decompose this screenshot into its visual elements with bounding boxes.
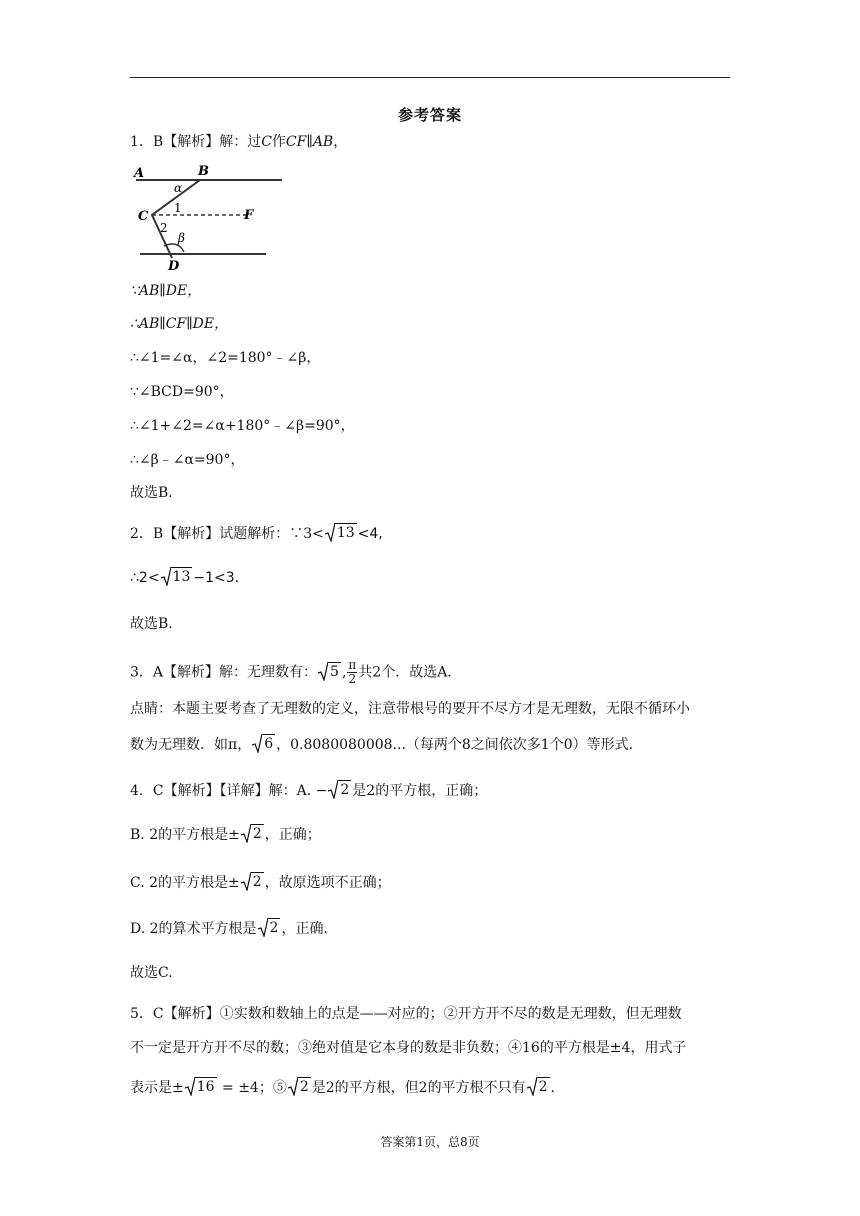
- fraction-pi-over-2: $\frac{\pi}{2}$: [348, 658, 357, 686]
- label-c: C: [138, 209, 149, 224]
- q2-heading: [130, 522, 383, 545]
- q5-line-1: 5．C【解析】①实数和数轴上的点是——对应的；②开方开不尽的数是无理数，但无理数: [130, 1006, 682, 1022]
- q1-head-text: 1．B【解析】解：过: [130, 134, 262, 150]
- q1-step-5: ∴∠1+∠2=∠α+180°﹣∠β=90°，: [130, 418, 355, 434]
- sqrt-2-e: 2: [288, 1076, 311, 1096]
- q1-heading: [130, 131, 347, 153]
- label-angle-2: 2: [160, 221, 168, 235]
- q1-step-2: ∴AB∥CF∥DE，: [130, 316, 229, 332]
- sqrt-13-b: 13: [161, 566, 193, 586]
- q3-tail: 共2个．故选A．: [358, 664, 462, 681]
- q4-option-d: [130, 917, 337, 940]
- q4-c-tail: ，故原选项不正确；: [264, 875, 391, 891]
- q4-tail-a: 是2的平方根，正确；: [352, 783, 488, 799]
- label-b: B: [198, 164, 209, 179]
- q1-step-1: ∵AB∥DE，: [130, 283, 202, 299]
- q1-step-6: ∴∠β﹣∠α=90°，: [130, 452, 245, 468]
- q5-l3-mid: ；⑤: [258, 1080, 287, 1096]
- sqrt-6: 6: [252, 733, 275, 753]
- q1-relation: CF∥AB: [285, 134, 334, 150]
- q3-heading: 3．A【解析】解：无理数有： 5 , $\frac{\pi}{2}$ 共2个．故选A．: [130, 658, 462, 686]
- header-rule: [130, 77, 730, 78]
- q5-l3-eq: = ±4: [217, 1080, 259, 1096]
- sqrt-5: 5: [318, 661, 341, 681]
- q3-note2-pre: 数为无理数．如π，: [130, 737, 252, 753]
- label-beta: β: [178, 231, 185, 245]
- sqrt-2-a: 2: [328, 779, 351, 799]
- label-a: A: [134, 166, 145, 181]
- q3-note2-tail: ，0.8080080008...（每两个8之间依次多1个0）等形式．: [276, 737, 643, 753]
- q4-conclusion: 故选C.: [130, 965, 173, 981]
- q3-note-2: [130, 733, 643, 756]
- label-f: F: [244, 208, 254, 223]
- sqrt-2-c: 2: [241, 871, 264, 891]
- label-d: D: [168, 259, 180, 272]
- q4-head-text: 4．C【解析】【详解】解：A. −: [130, 783, 328, 799]
- q5-l3-mid2: 是2的平方根，但2的平方根不只有: [311, 1080, 526, 1096]
- q4-d-tail: ，正确．: [281, 921, 338, 937]
- q2-line-2: [130, 566, 239, 589]
- q4-option-c: [130, 871, 391, 894]
- sqrt-2-f: 2: [527, 1076, 550, 1096]
- q1-point-c: C: [261, 134, 272, 150]
- q1-step-4: ∵∠BCD=90°，: [130, 384, 234, 400]
- sqrt-13: 13: [325, 522, 357, 542]
- q5-line-3: [130, 1076, 555, 1099]
- q4-c-pre: C. 2的平方根是±: [130, 875, 240, 891]
- q1-conclusion: 故选B．: [130, 485, 183, 501]
- parallel-lines-figure: [130, 162, 290, 272]
- sqrt-2-b: 2: [241, 823, 264, 843]
- q2-conclusion: 故选B.: [130, 616, 173, 632]
- sqrt-16: 16: [185, 1076, 217, 1096]
- q1-tail: ，: [333, 134, 348, 150]
- q2-tail: <4,: [357, 526, 383, 542]
- q4-d-pre: D. 2的算术平方根是: [130, 921, 257, 937]
- q2-l2-pre: ∴2<: [130, 570, 160, 586]
- q5-line-2: 不一定是开方开不尽的数；③绝对值是它本身的数是非负数；④16的平方根是±4，用式子: [130, 1040, 687, 1056]
- page-footer: 答案第1页，总8页: [380, 1135, 480, 1149]
- label-angle-1: 1: [174, 201, 182, 215]
- q5-l3-end: .: [550, 1080, 555, 1096]
- q5-l3-pre: 表示是±: [130, 1080, 184, 1096]
- sqrt-2-d: 2: [258, 917, 281, 937]
- q4-option-b: [130, 823, 321, 846]
- q2-head-text: 2．B【解析】试题解析：∵3<: [130, 526, 324, 542]
- q2-l2-tail: −1<3.: [193, 570, 240, 586]
- q1-mid-text: 作: [271, 134, 286, 150]
- q4-heading: [130, 779, 487, 802]
- q4-b-pre: B. 2的平方根是±: [130, 827, 240, 843]
- q4-b-tail: ，正确；: [264, 827, 321, 843]
- q1-step-3: ∴∠1=∠α，∠2=180°﹣∠β，: [130, 350, 321, 366]
- q3-head-text: 3．A【解析】解：无理数有：: [130, 664, 318, 681]
- label-alpha: α: [174, 181, 183, 195]
- q3-note-1: 点睛：本题主要考查了无理数的定义，注意带根号的要开不尽方才是无理数，无限不循环小: [130, 701, 690, 717]
- page-title: 参考答案: [397, 106, 462, 124]
